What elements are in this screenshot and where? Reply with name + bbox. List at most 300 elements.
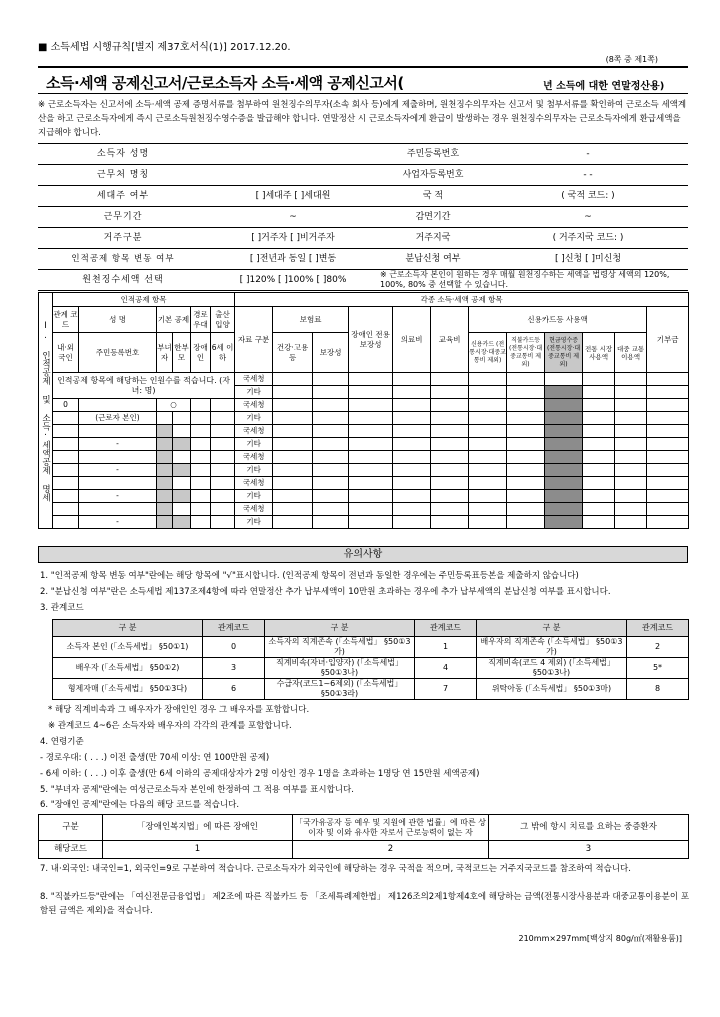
cell[interactable] (211, 490, 235, 503)
cell[interactable] (545, 373, 583, 386)
dis-header-label: 구분 (39, 815, 103, 841)
cell[interactable] (469, 490, 507, 503)
cell[interactable] (431, 451, 469, 464)
rel-desc: 형제자매 (「소득세법」 §50①3다) (53, 679, 203, 700)
cell[interactable] (583, 477, 615, 490)
cell[interactable] (191, 438, 211, 451)
cell[interactable] (507, 451, 545, 464)
col-credit: 신용카드 (전통시장·대중교통비 제외) (469, 333, 507, 373)
cell[interactable] (647, 516, 689, 529)
label-residency: 거주구분 (38, 228, 208, 249)
label-installment: 분납신청 여부 (378, 249, 488, 270)
rel-code: 0 (203, 637, 265, 658)
cell[interactable] (273, 503, 313, 516)
cell[interactable] (53, 490, 79, 503)
source-nts: 국세청 (235, 373, 273, 386)
title-bar (38, 66, 688, 94)
cell[interactable] (393, 412, 431, 425)
cell[interactable] (469, 438, 507, 451)
cell[interactable] (615, 399, 647, 412)
cell[interactable] (53, 464, 79, 477)
personal-deduction-header: 인적공제 항목 (53, 293, 235, 307)
page-number: (8쪽 중 제1쪽) (605, 55, 658, 64)
source-other: 기타 (235, 490, 273, 503)
field-company[interactable] (208, 165, 378, 186)
cell[interactable] (313, 464, 349, 477)
dis-type-1: 「장애인복지법」에 따른 장애인 (103, 815, 293, 841)
cell[interactable] (615, 477, 647, 490)
rel-desc: 수급자(코드1~6제외) (「소득세법」 §50①3라) (265, 679, 415, 700)
cell[interactable] (615, 425, 647, 438)
cell[interactable] (273, 373, 313, 386)
cell[interactable] (191, 425, 211, 438)
note-4a: - 경로우대: ( . . .) 이전 출생(만 70세 이상: 연 100만원 공제) (40, 753, 270, 763)
cell[interactable] (53, 425, 79, 438)
cell[interactable] (431, 503, 469, 516)
rel-code-header: 관계코드 (203, 620, 265, 637)
cell[interactable] (647, 399, 689, 412)
note-8: 8. "직불카드등"란에는 「여신전문금융업법」 제2조에 따른 직불카드 등 「조세특례제한법」 제126조의2제1항제4호에 해당하는 금액(전통시장사용분과 대중교통이용분이 포함된 금액은 제외)을 적습니다. (40, 892, 690, 916)
cell[interactable] (157, 412, 173, 425)
cell[interactable] (431, 438, 469, 451)
col-donation: 기부금 (647, 307, 689, 373)
withholding-note: ※ 근로소득자 본인이 원하는 경우 매월 원천징수하는 세액을 법령상 세액의 120%, 100%, 80% 중 선택할 수 있습니다. (378, 270, 688, 291)
cell[interactable] (507, 438, 545, 451)
cell[interactable] (349, 438, 393, 451)
cell[interactable] (507, 464, 545, 477)
cell[interactable] (615, 503, 647, 516)
cell[interactable] (349, 373, 393, 386)
cell[interactable] (507, 425, 545, 438)
source-other: 기타 (235, 464, 273, 477)
cell[interactable] (53, 516, 79, 529)
cell[interactable] (469, 503, 507, 516)
notice-text: ※ 근로소득자는 신고서에 소득·세액 공제 증명서류를 첨부하여 원천징수의무자(소속 회사 등)에게 제출하며, 원천징수의무자는 신고서 및 첨부서류를 확인하여 근로소득 세액계산을 하고 근로소득자에게 즉시 근로소득원천징수영수증을 발급해야 합니다. 연말정산 시 근로소득자에게 환급이 발생하는 경우 원천징수의무자는 근로소득자에게 환급세액을 지급해야 합니다. (38, 100, 687, 138)
cell[interactable] (349, 386, 393, 399)
rel-code: 1 (415, 637, 477, 658)
col-single-parent: 한부모 (173, 333, 191, 373)
cell[interactable] (191, 412, 211, 425)
cell[interactable] (647, 490, 689, 503)
col-disabled: 장애인 (191, 333, 211, 373)
cell[interactable] (647, 386, 689, 399)
cell[interactable] (647, 451, 689, 464)
col-rrn: 주민등록번호 (79, 333, 157, 373)
cell[interactable] (583, 425, 615, 438)
cell-blocked (545, 464, 583, 477)
rel-desc: 직계비속(자녀·입양자) (「소득세법」 §50①3나) (265, 658, 415, 679)
cell[interactable] (393, 490, 431, 503)
cell-blocked (157, 425, 173, 438)
cell[interactable] (53, 503, 79, 516)
cell[interactable] (211, 451, 235, 464)
cell[interactable] (211, 412, 235, 425)
cell-blocked (545, 412, 583, 425)
cell[interactable] (469, 451, 507, 464)
rel-code: 4 (415, 658, 477, 679)
field-work-period[interactable]: ~ (208, 207, 378, 228)
cell-blocked (545, 386, 583, 399)
cell[interactable] (507, 490, 545, 503)
cell-blocked (545, 399, 583, 412)
self-relation-code[interactable]: 0 (53, 399, 79, 412)
rrn-dash: - (79, 464, 157, 477)
label-change: 인적공제 항목 변동 여부 (38, 249, 208, 270)
cell-blocked (157, 464, 173, 477)
label-company: 근무처 명칭 (38, 165, 208, 186)
cell[interactable] (211, 503, 235, 516)
cell[interactable] (393, 451, 431, 464)
cell-blocked (173, 464, 191, 477)
cell[interactable] (313, 373, 349, 386)
field-installment[interactable]: [ ]신청 [ ]미신청 (488, 249, 688, 270)
note-3: 3. 관계코드 (40, 603, 84, 613)
rel-code: 7 (415, 679, 477, 700)
cell[interactable] (431, 399, 469, 412)
cell[interactable] (313, 412, 349, 425)
cell[interactable] (53, 451, 79, 464)
cell[interactable] (431, 386, 469, 399)
cell[interactable] (53, 438, 79, 451)
col-health: 건강·고용 등 (273, 333, 313, 373)
cell[interactable] (393, 464, 431, 477)
relation-code-table (52, 619, 689, 700)
cell[interactable] (615, 490, 647, 503)
cell[interactable] (191, 516, 211, 529)
col-birth: 출산 입양 (211, 307, 235, 333)
cell[interactable] (469, 425, 507, 438)
cell[interactable] (273, 438, 313, 451)
cell[interactable] (191, 503, 211, 516)
cell[interactable] (191, 464, 211, 477)
field-bizno[interactable]: - - (488, 165, 688, 186)
label-nationality: 국 적 (378, 186, 488, 207)
cell[interactable] (469, 386, 507, 399)
cell[interactable] (273, 386, 313, 399)
cell[interactable] (615, 412, 647, 425)
paper-spec: 210mm×297mm[백상지 80g/㎡(재활용품)] (518, 934, 682, 943)
field-nationality[interactable]: ( 국적 코드: ) (488, 186, 688, 207)
deduction-table (38, 292, 689, 529)
note-7: 7. 내·외국인: 내국인=1, 외국인=9로 구분하여 적습니다. 근로소득자가 외국인에 해당하는 경우 국적을 적으며, 국적코드는 거주지국코드를 참조하여 적습니다. (40, 864, 631, 874)
cell[interactable] (273, 490, 313, 503)
cell[interactable] (349, 451, 393, 464)
label-reduction-period: 감면기간 (378, 207, 488, 228)
col-woman: 부녀자 (157, 333, 173, 373)
cell[interactable] (647, 373, 689, 386)
cell-blocked (545, 425, 583, 438)
rel-code: 5* (627, 658, 689, 679)
source-nts: 국세청 (235, 399, 273, 412)
cell[interactable] (313, 425, 349, 438)
rel-desc: 배우자 (「소득세법」 §50①2) (53, 658, 203, 679)
relation-subnote-1: * 해당 직계비속과 그 배우자가 장애인인 경우 그 배우자를 포함합니다. (48, 705, 310, 715)
cell[interactable] (431, 516, 469, 529)
rel-desc: 소득자의 직계존속 (「소득세법」 §50①3가) (265, 637, 415, 658)
cell-blocked (545, 438, 583, 451)
form-title: 소득·세액 공제신고서/근로소득자 소득·세액 공제신고서( (46, 74, 404, 92)
cell[interactable] (79, 477, 157, 490)
cell[interactable] (583, 503, 615, 516)
cell[interactable] (583, 516, 615, 529)
cell[interactable] (273, 425, 313, 438)
cell[interactable] (349, 490, 393, 503)
field-name[interactable] (208, 144, 378, 165)
label-withholding-rate: 원천징수세액 선택 (38, 270, 208, 291)
cell[interactable] (469, 477, 507, 490)
label-rrn: 주민등록번호 (378, 144, 488, 165)
cell[interactable] (313, 438, 349, 451)
cell[interactable] (507, 516, 545, 529)
cell[interactable] (647, 425, 689, 438)
note-4b: - 6세 이하: ( . . .) 이후 출생(만 6세 이하의 공제대상자가 2명 이상인 경우 1명을 초과하는 1명당 연 15만원 세액공제) (40, 769, 480, 779)
rel-code-header: 관계코드 (627, 620, 689, 637)
cell[interactable] (431, 464, 469, 477)
notes-heading: 유의사항 (38, 546, 688, 563)
cell[interactable] (173, 425, 191, 438)
rrn-dash: - (79, 438, 157, 451)
source-nts: 국세청 (235, 477, 273, 490)
col-under6: 6세 이하 (211, 333, 235, 373)
cell[interactable] (469, 516, 507, 529)
cell-blocked (173, 516, 191, 529)
cell[interactable] (615, 438, 647, 451)
cell[interactable] (211, 425, 235, 438)
cell-blocked (157, 438, 173, 451)
cell[interactable] (393, 386, 431, 399)
taxpayer-info-table (38, 143, 688, 291)
cell[interactable] (349, 464, 393, 477)
source-nts: 국세청 (235, 425, 273, 438)
col-relation-code: 관계 코드 (53, 307, 79, 333)
cell[interactable] (79, 425, 157, 438)
cell[interactable] (583, 490, 615, 503)
deduction-items-header: 각종 소득·세액 공제 항목 (235, 293, 689, 307)
cell[interactable] (507, 412, 545, 425)
cell[interactable] (313, 490, 349, 503)
cell[interactable] (349, 503, 393, 516)
cell-blocked (157, 477, 173, 490)
cell[interactable] (273, 464, 313, 477)
cell[interactable] (507, 373, 545, 386)
cell[interactable] (313, 503, 349, 516)
rel-header: 구 분 (53, 620, 203, 637)
source-nts: 국세청 (235, 503, 273, 516)
cell[interactable] (349, 516, 393, 529)
form-title-year: 년 소득에 대한 연말정산용) (543, 81, 665, 92)
cell[interactable] (507, 503, 545, 516)
cell[interactable] (211, 399, 235, 412)
cell[interactable] (191, 399, 211, 412)
col-source: 자료 구분 (235, 307, 273, 373)
cell[interactable] (583, 464, 615, 477)
cell[interactable] (211, 438, 235, 451)
personal-count-hint: 인적공제 항목에 해당하는 인원수를 적습니다. (자녀: 명) (53, 373, 235, 399)
cell-blocked (157, 516, 173, 529)
cell[interactable] (79, 503, 157, 516)
rrn-dash: - (79, 490, 157, 503)
label-bizno: 사업자등록번호 (378, 165, 488, 186)
cell[interactable] (313, 386, 349, 399)
cell[interactable] (393, 503, 431, 516)
form-reference: ■ 소득세법 시행규칙[별지 제37호서식(1)] 2017.12.20. (38, 42, 291, 53)
cell[interactable] (273, 451, 313, 464)
note-5: 5. "부녀자 공제"란에는 여성근로소득자 본인에 한정하여 그 적용 여부를 표시합니다. (40, 785, 354, 795)
self-label: (근로자 본인) (79, 412, 157, 425)
source-other: 기타 (235, 412, 273, 425)
dis-code-1: 1 (103, 841, 293, 859)
field-change[interactable]: [ ]전년과 동일 [ ]변동 (208, 249, 378, 270)
dis-type-2: 「국가유공자 등 예우 및 지원에 관한 법률」에 따른 상이자 및 이와 유사한 자로서 근로능력이 없는 자 (293, 815, 489, 841)
col-transit: 대중 교통 이용액 (615, 333, 647, 373)
rel-desc: 위탁아동 (「소득세법」 §50①3마) (477, 679, 627, 700)
cell[interactable] (583, 412, 615, 425)
cell[interactable] (583, 399, 615, 412)
field-rrn[interactable]: - (488, 144, 688, 165)
cell[interactable] (53, 412, 79, 425)
note-1: 1. "인적공제 항목 변동 여부"란에는 해당 항목에 "√"표시합니다. (인적공제 항목이 전년과 동일한 경우에는 주민등록표등본을 제출하지 않습니다) (40, 571, 579, 581)
cell[interactable] (273, 412, 313, 425)
cell[interactable] (173, 477, 191, 490)
label-work-period: 근무기간 (38, 207, 208, 228)
cell[interactable] (507, 386, 545, 399)
field-withholding-rate[interactable]: [ ]120% [ ]100% [ ]80% (208, 270, 378, 291)
source-other: 기타 (235, 438, 273, 451)
rel-desc: 소득자 본인 (「소득세법」 §50①1) (53, 637, 203, 658)
cell[interactable] (431, 412, 469, 425)
cell[interactable] (431, 425, 469, 438)
cell[interactable] (313, 451, 349, 464)
cell[interactable] (647, 412, 689, 425)
cell[interactable] (173, 451, 191, 464)
rel-code: 2 (627, 637, 689, 658)
cell[interactable] (583, 451, 615, 464)
col-insurance: 보험료 (273, 307, 349, 333)
cell[interactable] (469, 412, 507, 425)
cell[interactable] (211, 516, 235, 529)
cell[interactable] (191, 490, 211, 503)
dis-code-label: 해당코드 (39, 841, 103, 859)
cell[interactable] (615, 516, 647, 529)
rel-code-header: 관계코드 (415, 620, 477, 637)
cell[interactable] (191, 451, 211, 464)
cell[interactable] (393, 516, 431, 529)
cell[interactable] (431, 490, 469, 503)
cell[interactable] (393, 438, 431, 451)
cell[interactable] (349, 412, 393, 425)
cell[interactable] (507, 477, 545, 490)
field-residency[interactable]: [ ]거주자 [ ]비거주자 (208, 228, 378, 249)
cell[interactable] (313, 477, 349, 490)
cell[interactable] (647, 464, 689, 477)
cell-blocked (173, 490, 191, 503)
cell[interactable] (615, 386, 647, 399)
source-nts: 국세청 (235, 451, 273, 464)
section-side-label: Ⅰ. 인적공제 및 소득·세액공제 명세 (39, 293, 53, 529)
cell[interactable] (647, 438, 689, 451)
cell[interactable] (615, 464, 647, 477)
cell[interactable] (273, 477, 313, 490)
col-name: 성 명 (79, 307, 157, 333)
cell[interactable] (615, 451, 647, 464)
cell[interactable] (431, 373, 469, 386)
cell[interactable] (615, 373, 647, 386)
col-disabled-insurance: 장애인 전용 보장성 (349, 307, 393, 373)
cell[interactable] (469, 464, 507, 477)
cell[interactable] (211, 477, 235, 490)
cell[interactable] (393, 399, 431, 412)
field-reduction-period[interactable]: ~ (488, 207, 688, 228)
field-country[interactable]: ( 거주지국 코드: ) (488, 228, 688, 249)
cell[interactable] (313, 516, 349, 529)
cell-blocked (545, 490, 583, 503)
cell-blocked (545, 451, 583, 464)
rrn-dash: - (79, 516, 157, 529)
cell[interactable] (273, 516, 313, 529)
rel-desc: 직계비속(코드 4 제외) (「소득세법」 §50①3나) (477, 658, 627, 679)
label-household: 세대주 여부 (38, 186, 208, 207)
cell[interactable] (313, 399, 349, 412)
note-6: 6. "장애인 공제"란에는 다음의 해당 코드를 적습니다. (40, 800, 240, 810)
relation-subnote-2: ※ 관계코드 4~6은 소득자와 배우자의 각각의 관계를 포함합니다. (48, 721, 292, 731)
cell[interactable] (173, 503, 191, 516)
cell[interactable] (173, 412, 191, 425)
col-cash: 현금영수증 (전통시장·대중교통비 제외) (545, 333, 583, 373)
cell[interactable] (79, 399, 157, 412)
rel-code: 8 (627, 679, 689, 700)
cell-blocked (157, 490, 173, 503)
cell[interactable] (507, 399, 545, 412)
col-elder: 경로 우대 (191, 307, 211, 333)
cell[interactable] (393, 373, 431, 386)
cell[interactable] (469, 399, 507, 412)
col-card: 신용카드등 사용액 (469, 307, 647, 333)
cell[interactable] (273, 399, 313, 412)
cell[interactable] (431, 477, 469, 490)
disability-code-table (38, 814, 689, 859)
rel-header: 구 분 (265, 620, 415, 637)
cell[interactable] (349, 399, 393, 412)
cell[interactable] (647, 503, 689, 516)
self-basic-mark[interactable]: ○ (157, 399, 191, 412)
cell[interactable] (393, 425, 431, 438)
cell[interactable] (349, 425, 393, 438)
col-education: 교육비 (431, 307, 469, 373)
field-household[interactable]: [ ]세대주 [ ]세대원 (208, 186, 378, 207)
rel-header: 구 분 (477, 620, 627, 637)
note-2: 2. "분납신청 여부"란은 소득세법 제137조제4항에 따라 연말정산 추가 납부세액이 10만원 초과하는 경우에 추가 납부세액의 분납신청 여부를 표시합니다. (40, 587, 611, 597)
cell-blocked (173, 438, 191, 451)
cell-blocked (157, 451, 173, 464)
cell[interactable] (583, 438, 615, 451)
cell[interactable] (393, 477, 431, 490)
rel-code: 6 (203, 679, 265, 700)
cell[interactable] (583, 386, 615, 399)
cell[interactable] (53, 477, 79, 490)
source-other: 기타 (235, 516, 273, 529)
cell[interactable] (211, 464, 235, 477)
cell[interactable] (647, 477, 689, 490)
cell[interactable] (349, 477, 393, 490)
cell[interactable] (79, 451, 157, 464)
cell[interactable] (469, 373, 507, 386)
col-basic: 기본 공제 (157, 307, 191, 333)
label-name: 소득자 성명 (38, 144, 208, 165)
col-medical: 의료비 (393, 307, 431, 373)
cell[interactable] (191, 477, 211, 490)
rel-desc: 배우자의 직계존속 (「소득세법」 §50①3가) (477, 637, 627, 658)
cell[interactable] (583, 373, 615, 386)
